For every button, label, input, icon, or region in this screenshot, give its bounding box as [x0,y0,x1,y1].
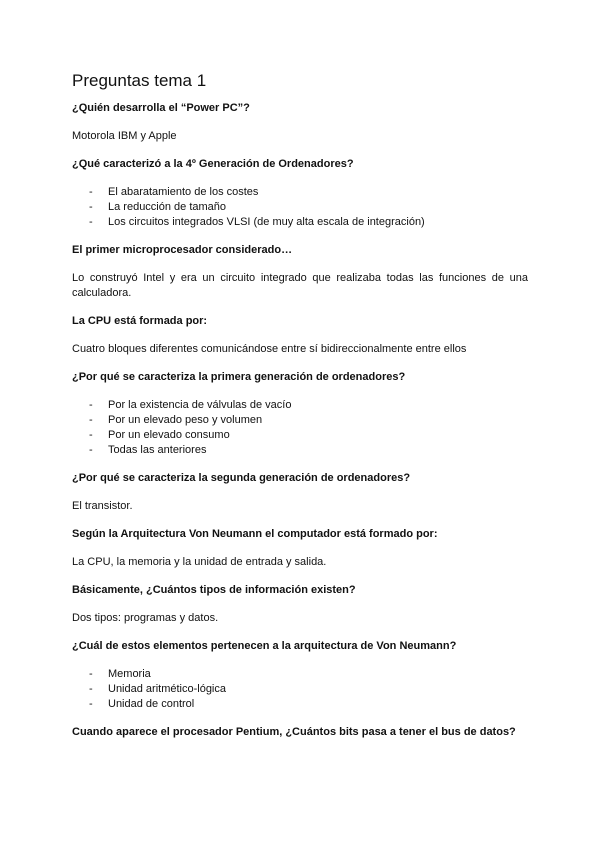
answer-2: Lo construyó Intel y era un circuito integrado que realizaba todas las funciones de una calculadora. [72,272,528,299]
list-item: - Unidad de control [89,698,195,710]
question-3: La CPU está formada por: [72,315,208,327]
list-item: - El abaratamiento de los costes [89,186,259,198]
answer-list-1 [72,185,528,230]
question-9: Cuando aparece el procesador Pentium, ¿Cuántos bits pasa a tener el bus de datos? [72,726,516,738]
answer-3: Cuatro bloques diferentes comunicándose entre sí bidireccionalmente entre ellos [72,343,467,355]
question-8: ¿Cuál de estos elementos pertenecen a la arquitectura de Von Neumann? [72,640,457,652]
answer-6: La CPU, la memoria y la unidad de entrada y salida. [72,556,327,568]
answer-list-4 [72,398,528,458]
list-item: - La reducción de tamaño [89,201,227,213]
answer-7: Dos tipos: programas y datos. [72,612,219,624]
answer-0: Motorola IBM y Apple [72,130,177,142]
question-4: ¿Por qué se caracteriza la primera generación de ordenadores? [72,371,406,383]
question-1: ¿Qué caracterizó a la 4º Generación de Ordenadores? [72,158,354,170]
list-item: - Memoria [89,668,151,680]
question-0: ¿Quién desarrolla el “Power PC”? [72,102,250,114]
document-page [72,70,528,740]
question-6: Según la Arquitectura Von Neumann el computador está formado por: [72,528,438,540]
list-item: - Por la existencia de válvulas de vacío [89,399,292,411]
answer-5: El transistor. [72,500,133,512]
list-item: - Los circuitos integrados VLSI (de muy alta escala de integración) [89,216,425,228]
question-5: ¿Por qué se caracteriza la segunda generación de ordenadores? [72,472,411,484]
list-item: - Por un elevado peso y volumen [89,414,263,426]
list-item: - Por un elevado consumo [89,429,230,441]
question-7: Básicamente, ¿Cuántos tipos de información existen? [72,584,356,596]
list-item: - Todas las anteriores [89,444,207,456]
page-title: Preguntas tema 1 [72,71,207,90]
answer-list-8 [72,667,528,712]
list-item: - Unidad aritmético-lógica [89,683,226,695]
question-2: El primer microprocesador considerado… [72,244,293,256]
